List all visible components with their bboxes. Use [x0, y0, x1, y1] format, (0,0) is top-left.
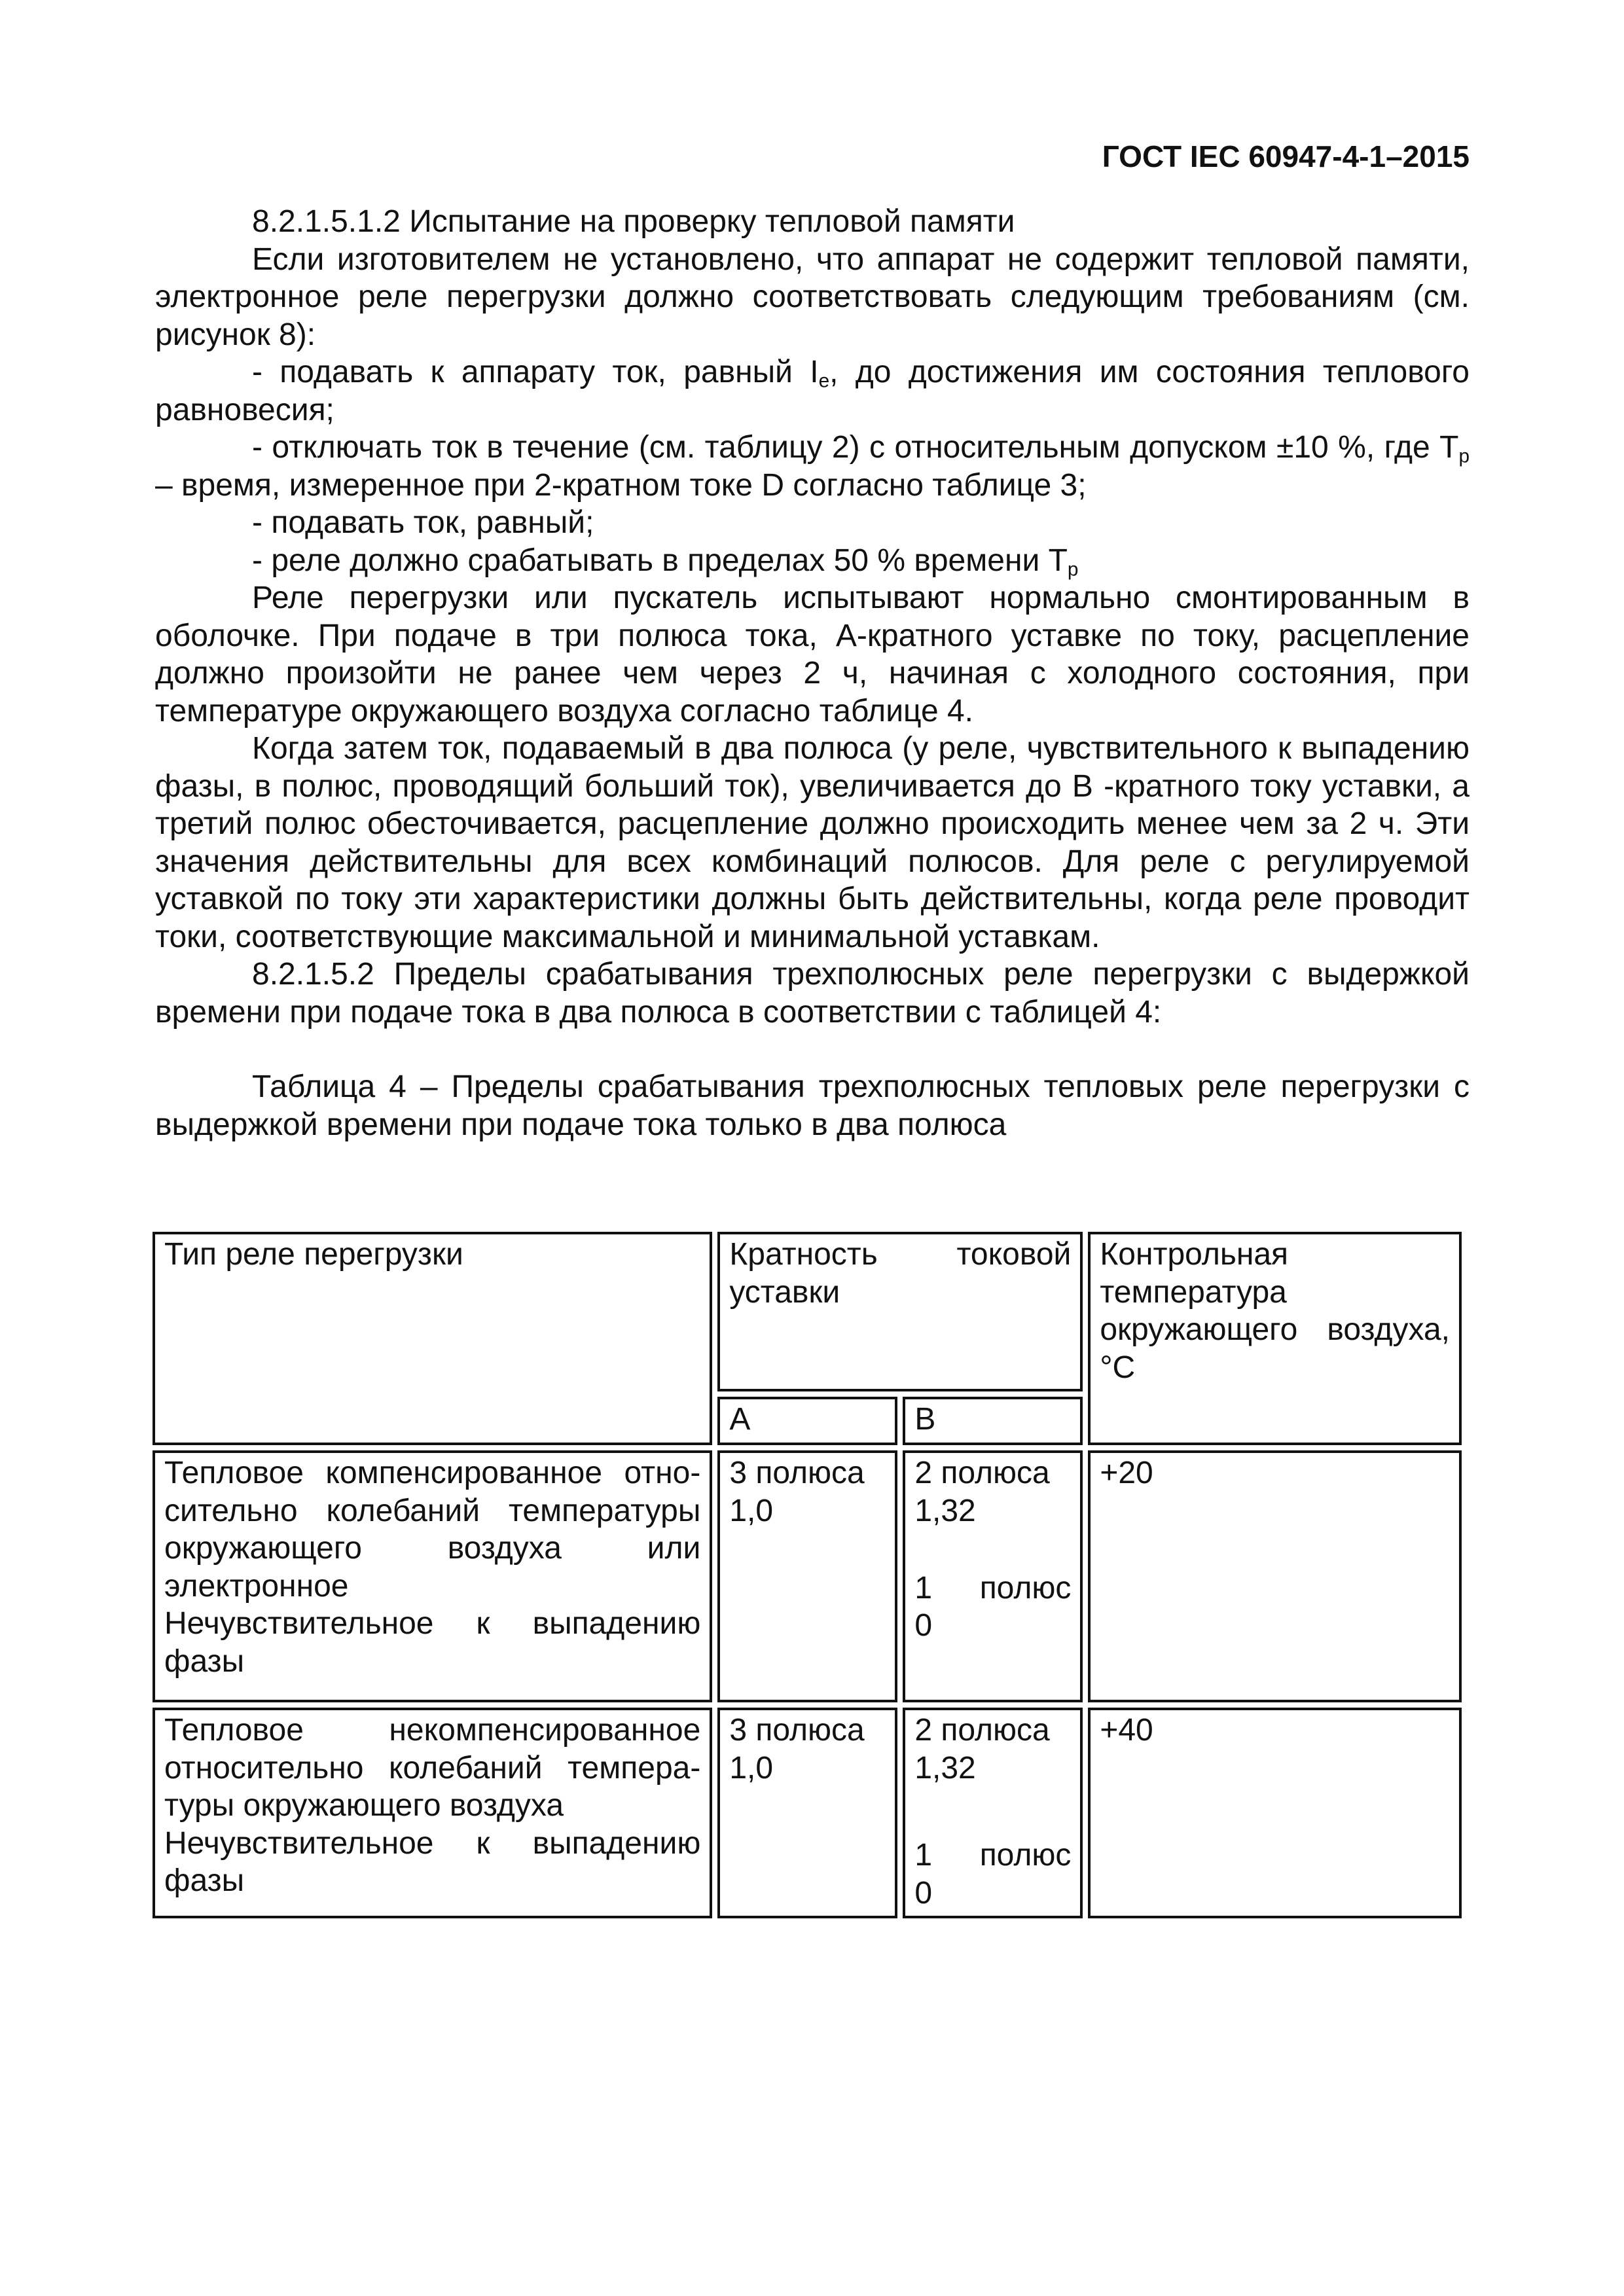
limits-table	[147, 1227, 1467, 1924]
cell-temperature: +40	[1088, 1708, 1462, 1918]
cell-temperature: +20	[1088, 1450, 1462, 1702]
paragraph-list-item: - реле должно срабатывать в пределах 50 % времени $T_p$	[252, 543, 1079, 580]
paragraph: Когда затем ток, подаваемый в два полюса (у реле, чувствительного к выпадению фазы, в полюс, проводящий больший ток), увеличивается до B -кратного току уставки, а третий полюс обесточивается, расцепление должно происходить менее чем за 2 ч. Эти значения действительны для всех комбинаций полюсов. Для реле с регулируемой уставкой по току эти характеристики должны быть действительны, когда реле проводит токи, соответствующие максимальной и минимальной уставкам.	[155, 731, 1470, 954]
header-cell-a: A	[717, 1397, 897, 1445]
paragraph: Если изготовителем не установлено, что аппарат не содержит тепловой памяти, электронное реле перегрузки должно соответствовать следующим требованиям (см. рисунок 8):	[155, 242, 1470, 352]
paragraph-section-title: 8.2.1.5.1.2 Испытание на проверку тепловой памяти	[252, 204, 1015, 239]
header-cell-b: B	[903, 1397, 1083, 1445]
paragraph-list-item: - подавать ток, равный;	[252, 505, 594, 540]
table-caption: Таблица 4 – Пределы срабатывания трехполюсных тепловых реле перегрузки с выдержкой времени при подаче тока только в два полюса	[155, 1069, 1470, 1142]
cell-b: 2 полюса 1,32 1 полюс 0	[903, 1708, 1083, 1918]
paragraph-list-item: - подавать к аппарату ток, равный $I_e$, до достижения им состояния теплового равновесия;	[155, 355, 1470, 427]
header-multiplicity-word3: уставки	[729, 1274, 840, 1310]
header-cell-multiplicity	[717, 1232, 1083, 1391]
header-cell-relay-type: Тип реле перегрузки	[153, 1232, 712, 1445]
header-multiplicity-word2: токовой	[956, 1237, 1072, 1272]
cell-a: 3 полюса 1,0	[717, 1708, 897, 1918]
paragraph: Реле перегрузки или пускатель испытывают нормально смонтированным в оболочке. При подаче в три полюса тока, A-кратного уставке по току, расцепление должно произойти не ранее чем через 2 ч, начиная с холодного состояния, при температуре окружающего воздуха согласно таблице 4.	[155, 581, 1470, 728]
cell-a: 3 полюса 1,0	[717, 1450, 897, 1702]
table-row	[153, 1450, 1462, 1702]
table-row	[153, 1708, 1462, 1918]
cell-b: 2 полюса 1,32 1 полюс 0	[903, 1450, 1083, 1702]
paragraph-list-item: - отключать ток в течение (см. таблицу 2) с относительным допуском ±10 %, где $T_p$ – время, измеренное при 2-кратном токе D согласно таблице 3;	[155, 430, 1470, 503]
header-cell-temperature: Контрольная температура окружающего воздуха, °С	[1088, 1232, 1462, 1445]
cell-relay-type: Тепловое компенсированное отно-сительно колебаний температуры окружающего воздуха или электронное Нечувствительное к выпадению фазы	[153, 1450, 712, 1702]
table-header-row	[153, 1232, 1462, 1391]
document-header: ГОСТ IEC 60947-4-1–2015	[1102, 139, 1470, 173]
header-multiplicity-word1: Кратность	[729, 1237, 878, 1272]
paragraph-section-title: 8.2.1.5.2 Пределы срабатывания трехполюсных реле перегрузки с выдержкой времени при подаче тока в два полюса в соответствии с таблицей 4:	[155, 957, 1470, 1030]
spacer	[155, 1031, 1470, 1068]
cell-relay-type: Тепловое некомпенсированное относительно колебаний темпера-туры окружающего воздуха Нечувствительное к выпадению фазы	[153, 1708, 712, 1918]
document-body	[155, 203, 1470, 1143]
